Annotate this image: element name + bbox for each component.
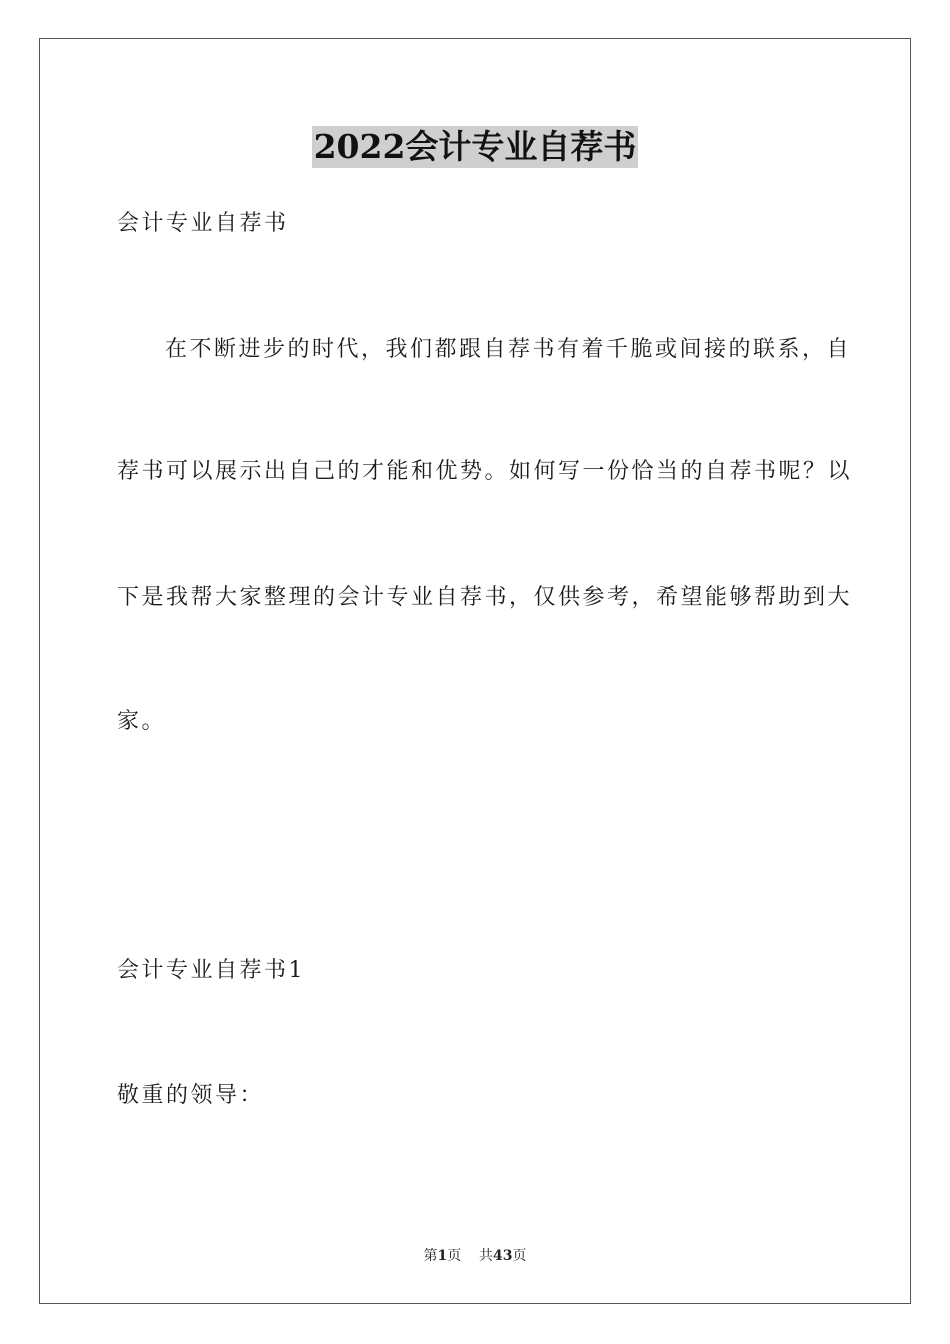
salutation: 敬重的领导： bbox=[117, 1083, 265, 1108]
document-title: 2022会计专业自荐书 bbox=[313, 127, 637, 166]
paragraph-line: 荐书可以展示出自己的才能和优势。如何写一份恰当的自荐书呢？以 bbox=[117, 459, 853, 484]
paragraph-line: 下是我帮大家整理的会计专业自荐书，仅供参考，希望能够帮助到大 bbox=[117, 585, 853, 610]
title-container bbox=[0, 126, 950, 168]
section-heading: 会计专业自荐书1 bbox=[117, 958, 305, 983]
subtitle: 会计专业自荐书 bbox=[117, 211, 289, 236]
footer-page-suffix: 页 bbox=[447, 1248, 462, 1264]
footer-total-suffix: 页 bbox=[512, 1248, 527, 1264]
footer-page-prefix: 第 bbox=[423, 1248, 438, 1264]
paragraph-line: 在不断进步的时代，我们都跟自荐书有着千脆或间接的联系，自 bbox=[165, 337, 852, 362]
footer-page-number: 1 bbox=[437, 1248, 448, 1264]
page-footer bbox=[0, 1246, 950, 1266]
footer-total-pages: 43 bbox=[493, 1248, 513, 1264]
paragraph-line: 家。 bbox=[117, 709, 167, 734]
footer-total-prefix: 共 bbox=[479, 1248, 494, 1264]
